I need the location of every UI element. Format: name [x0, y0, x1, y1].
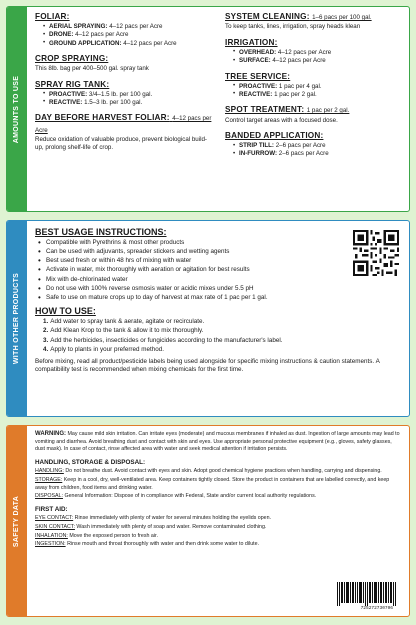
crop-spraying-section: [35, 53, 213, 73]
foliar-item: • GROUND APPLICATION: 4–12 pacs per Acre: [43, 40, 213, 48]
firstaid-title: FIRST AID:: [35, 505, 68, 513]
mixing-note: Before mixing, read all product/pesticide labels being used alongside for specific mixing instructions & caution statements. A compatibility test is recommended when mixing chemicals for the first time.: [35, 357, 380, 374]
amounts-left-column: [35, 11, 213, 207]
warning-label: WARNING:: [35, 431, 66, 437]
banded-item: • IN-FURROW: 2–6 pacs per Acre: [233, 150, 403, 158]
howto-step: 4. Apply to plants in your preferred method.: [43, 346, 165, 354]
day-before-harvest-title: DAY BEFORE HARVEST FOLIAR: 4–12 pacs per Acre: [35, 113, 212, 134]
usage-item: • Activate in water, mix thoroughly with aeration or agitation for best results: [35, 265, 325, 274]
handling-block: HANDLING: Do not breathe dust. Avoid contact with eyes and skin. Adopt good chemical hygiene practices when handling, carrying and dispensing.: [35, 468, 382, 475]
system-cleaning-section: [225, 11, 403, 32]
usage-item: • Do not use with 100% reverse osmosis water or acidic mixes under 5.5 pH: [35, 284, 325, 293]
warning-block: [35, 430, 403, 454]
usage-item: • Best used fresh or within 48 hrs of mixing with water: [35, 256, 325, 265]
amounts-tab: [7, 7, 27, 211]
spray-rig-item: • PROACTIVE: 3/4–1.5 lb. per 100 gal.: [43, 91, 213, 99]
qr-code-icon[interactable]: [353, 230, 399, 276]
foliar-item: • AERIAL SPRAYING: 4–12 pacs per Acre: [43, 23, 213, 31]
spot-treatment-desc: Control target areas with a focused dose.: [225, 116, 338, 124]
irrigation-item: • OVERHEAD: 4–12 pacs per Acre: [233, 49, 403, 57]
howto-step: 3. Add the herbicides, insecticides or fungicides according to the manufacturer's label.: [43, 336, 283, 344]
banded-application-title: BANDED APPLICATION:: [225, 131, 324, 140]
usage-item: • Can be used with adjuvants, spreader stickers and wetting agents: [35, 247, 325, 256]
day-before-harvest-desc: Reduce oxidation of valuable produce, prevent biological build-up, prolong shelf-life of crop.: [35, 136, 207, 152]
amounts-tab-label: AMOUNTS TO USE: [13, 75, 21, 143]
other-products-tab: [7, 221, 27, 416]
howto-step: 2. Add Klean Krop to the tank & allow it to mix thoroughly.: [43, 327, 204, 335]
inhalation-block: INHALATION: Move the exposed person to fresh air.: [35, 532, 158, 539]
spot-treatment-section: [225, 104, 403, 125]
ingestion-block: INGESTION: Rinse mouth and throat thoroughly with water and then drink some water to dilute.: [35, 541, 260, 548]
howto-list: [35, 317, 403, 355]
howto-title: HOW TO USE:: [35, 305, 96, 316]
storage-block: STORAGE: Keep in a cool, dry, well-ventilated area. Keep containers tightly closed. Store the product in containers that are labelled correctly, and keep away from children, food items and drinking water.: [35, 477, 390, 491]
barcode-number: 725272730706: [360, 605, 393, 611]
spray-rig-tank-section: [35, 79, 213, 108]
usage-title: BEST USAGE INSTRUCTIONS:: [35, 227, 167, 237]
crop-spraying-title: CROP SPRAYING:: [35, 54, 109, 64]
safety-panel: [6, 425, 410, 617]
system-cleaning-desc: To keep tanks, lines, irrigation, spray heads klean: [225, 23, 361, 31]
tree-service-item: • REACTIVE: 1 pac per 2 gal.: [233, 91, 403, 99]
safety-tab-label: SAFETY DATA: [13, 495, 21, 547]
safety-tab: [7, 426, 27, 616]
disposal-block: DISPOSAL: General Information: Dispose of in compliance with Federal, State and/or current local authority regulations.: [35, 493, 317, 500]
other-products-panel: [6, 220, 410, 417]
amounts-right-column: [225, 11, 403, 207]
spray-rig-item: • REACTIVE: 1.5–3 lb. per 100 gal.: [43, 99, 213, 107]
usage-item: • Safe to use on mature crops up to day of harvest at max rate of 1 pac per 1 gal.: [35, 293, 325, 302]
usage-item: • Compatible with Pyrethrins & most other products: [35, 238, 325, 247]
usage-list: [35, 238, 325, 302]
foliar-item: • DRONE: 4–12 pacs per Acre: [43, 31, 213, 39]
spray-rig-tank-title: SPRAY RIG TANK:: [35, 79, 110, 89]
usage-item: • Mix with de-chlorinated water: [35, 275, 325, 284]
banded-application-section: [225, 130, 403, 159]
system-cleaning-title: SYSTEM CLEANING: 1–6 pacs per 100 gal.: [225, 12, 372, 21]
spot-treatment-title: SPOT TREATMENT: 1 pac per 2 gal.: [225, 105, 350, 115]
banded-item: • STRIP TILL: 2–6 pacs per Acre: [233, 142, 403, 150]
foliar-title: FOLIAR:: [35, 12, 70, 21]
other-products-tab-label: WITH OTHER PRODUCTS: [13, 272, 21, 365]
tree-service-section: [225, 71, 403, 100]
howto-step: 1. Add water to spray tank & aerate, agitate or recirculate.: [43, 317, 205, 325]
tree-service-title: TREE SERVICE:: [225, 71, 291, 81]
irrigation-section: [225, 37, 403, 66]
irrigation-title: IRRIGATION:: [225, 37, 278, 47]
eye-contact-block: EYE CONTACT: Rinse immediately with plenty of water for several minutes holding the eyelids open.: [35, 515, 272, 522]
skin-contact-block: SKIN CONTACT: Wash immediately with plenty of soap and water. Remove contaminated clothing.: [35, 524, 267, 530]
tree-service-item: • PROACTIVE: 1 pac per 4 gal.: [233, 83, 403, 91]
handling-title: HANDLING, STORAGE & DISPOSAL:: [35, 458, 146, 466]
crop-spraying-desc: This 8lb. bag per 400–500 gal. spray tank: [35, 65, 149, 73]
irrigation-item: • SURFACE: 4–12 pacs per Acre: [233, 57, 403, 65]
day-before-harvest-section: [35, 112, 213, 152]
amounts-panel: [6, 6, 410, 212]
warning-text: May cause mild skin irritation. Can irritate eyes (moderate) and mucous membranes if inhaled as dust. Ingestion of large amounts may lead to vomiting and diarrhea. Avoid breathing dust and contact with skin and eyes. Use appropriate personal protective equipment (e.g., gloves, safety glasses, dust mask). In case of contact, rinse affected area with water and seek medical attention if irritation persists.: [35, 431, 400, 453]
foliar-section: [35, 11, 213, 48]
